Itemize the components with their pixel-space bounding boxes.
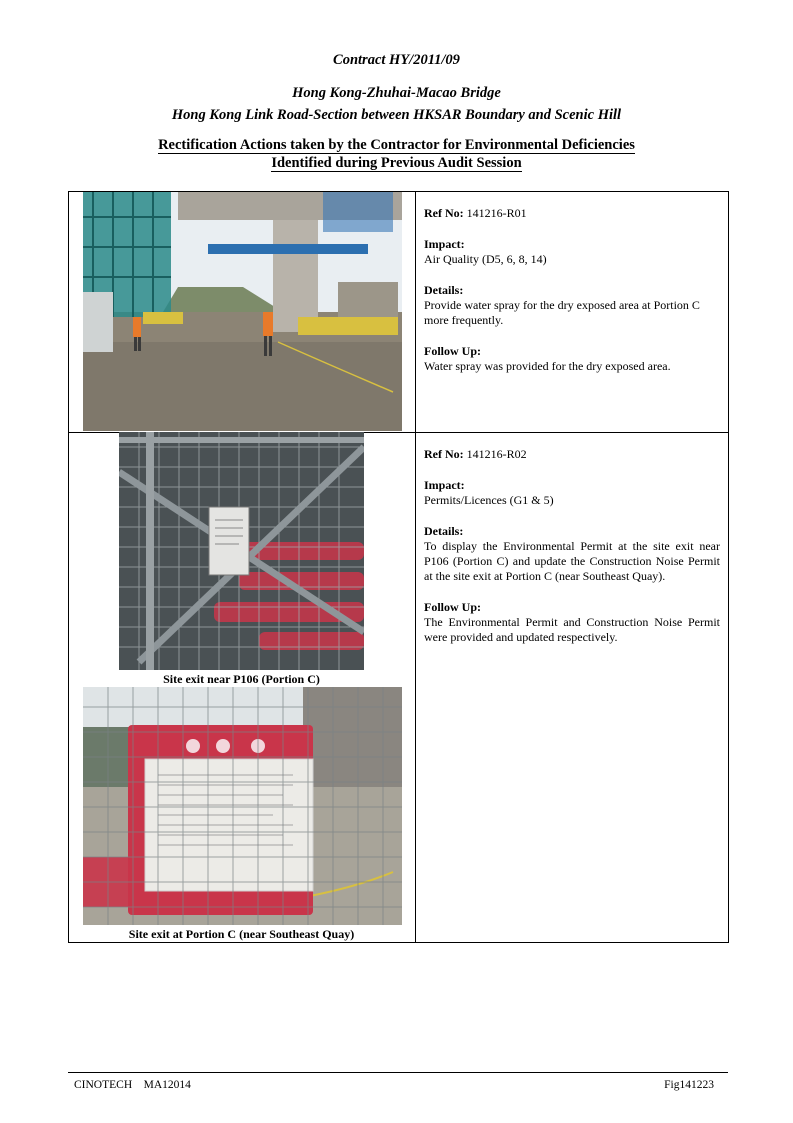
project-title-line2: Hong Kong Link Road-Section between HKSAR Boundary and Scenic Hill (171, 107, 622, 123)
photo-caption-p106: Site exit near P106 (Portion C) (163, 672, 320, 686)
site-photo-permit-p106 (119, 432, 364, 670)
photo-caption-southeast-quay: Site exit at Portion C (near Southeast Quay) (128, 927, 355, 941)
document-title-line1: Rectification Actions taken by the Contractor for Environmental Deficiencies (158, 137, 635, 153)
document-title-line2: Identified during Previous Audit Session (271, 155, 522, 171)
ref-number: 141216-R02 (466, 447, 527, 461)
ref-number: 141216-R01 (466, 206, 527, 220)
impact-text: Air Quality (D5, 6, 8, 14) (424, 252, 547, 266)
details-text: To display the Environmental Permit at the site exit near P106 (Portion C) and update the Construction Noise Permit at the site exit at Portion C (near Southeast Quay). (424, 539, 720, 583)
project-title-line1: Hong Kong-Zhuhai-Macao Bridge (292, 85, 501, 101)
details-text: Provide water spray for the dry exposed area at Portion C more frequently. (424, 298, 700, 327)
info-cell-2: Ref No: 141216-R02 Impact: Permits/Licences (G1 & 5) Details: To display the Environmental Permit at the site exit near P106 (Portion C) and update the Construction Noise Permit at the site exit at Portion C (near Southeast Quay). Follow Up: The Environmental Permit and Construction Noise Permit were provided and updated respectively. (416, 433, 729, 943)
impact-text: Permits/Licences (G1 & 5) (424, 493, 554, 507)
footer-left: CINOTECH MA12014 (74, 1079, 191, 1091)
footer-figure-number: Fig141223 (664, 1079, 714, 1091)
follow-up-text: Water spray was provided for the dry exposed area. (424, 359, 671, 373)
follow-up-text: The Environmental Permit and Construction Noise Permit were provided and updated respectively. (424, 615, 720, 644)
info-cell-1: Ref No: 141216-R01 Impact: Air Quality (D5, 6, 8, 14) Details: Provide water spray for the dry exposed area at Portion C more frequently. Follow Up: Water spray was provided for the dry exposed area. (416, 192, 729, 433)
contract-number: Contract HY/2011/09 (333, 52, 460, 68)
site-photo-water-spray (83, 192, 402, 431)
footer-divider (68, 1072, 728, 1073)
site-photo-permit-southeast-quay (83, 687, 402, 925)
